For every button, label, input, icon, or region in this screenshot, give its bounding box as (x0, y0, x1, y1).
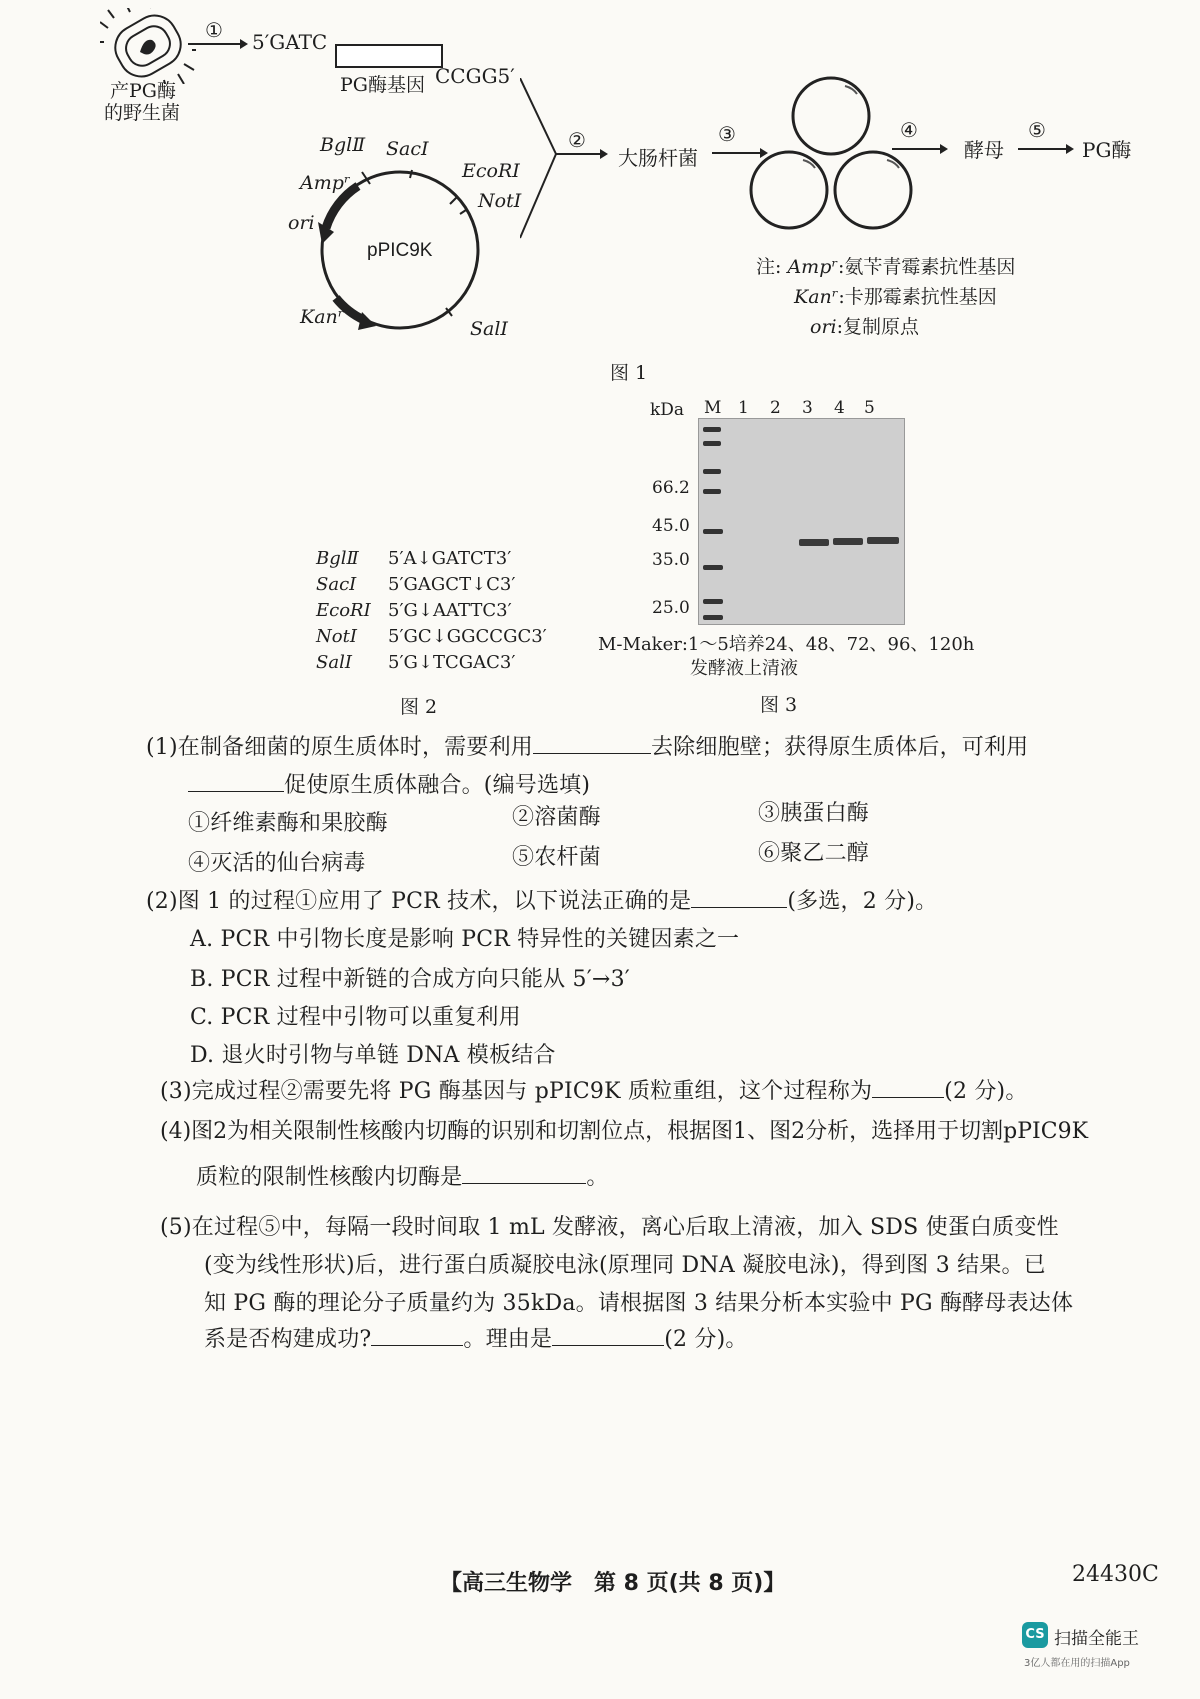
lane-label: 4 (834, 398, 845, 418)
figure-3-caption: 图 3 (760, 694, 798, 716)
marker-band (703, 427, 721, 432)
scanner-tagline: 3亿人都在用的扫描App (1024, 1658, 1130, 1669)
answer-blank[interactable] (872, 1077, 944, 1098)
yeast-label: 酵母 (964, 138, 1004, 162)
answer-blank[interactable] (188, 771, 284, 792)
sample-band-lane5 (867, 537, 899, 544)
product-label: PG酶 (1082, 138, 1132, 162)
q5-line2: (变为线性形状)后，进行蛋白质凝胶电泳(原理同 DNA 凝胶电泳)，得到图 3 结果。已 (204, 1253, 1046, 1278)
arrow-step5 (1018, 142, 1074, 156)
q2-choice-b: B. PCR 过程中新链的合成方向只能从 5′→3′ (190, 967, 630, 992)
q4-line2: 质粒的限制性核酸内切酶是 。 (196, 1165, 609, 1190)
page-footer: 【高三生物学 第 8 页(共 8 页)】 (440, 1571, 786, 1596)
q4-line1: (4)图2为相关限制性核酸内切酶的识别和切割位点，根据图1、图2分析，选择用于切割pPIC9K (160, 1119, 1088, 1144)
enzyme-row: NotⅠ 5′GC↓GGCCGC3′ (316, 626, 547, 647)
scanner-name: 扫描全能王 (1054, 1629, 1139, 1649)
answer-blank[interactable] (552, 1325, 664, 1346)
note-line-2: Kanʳ:卡那霉素抗性基因 (794, 286, 997, 308)
answer-blank[interactable] (462, 1163, 586, 1184)
sample-band-lane3 (799, 539, 829, 546)
scanner-logo-icon: CS (1022, 1622, 1048, 1648)
enzyme-row: SalⅠ 5′G↓TCGAC3′ (316, 652, 516, 673)
q1-option: ②溶菌酶 (512, 805, 601, 830)
q1-line1: (1)在制备细菌的原生质体时，需要利用 去除细胞壁；获得原生质体后，可利用 (146, 735, 1029, 760)
q2-choice-c: C. PCR 过程中引物可以重复利用 (190, 1005, 521, 1030)
step5-label: ⑤ (1028, 118, 1046, 142)
wild-bacterium-icon (100, 8, 196, 84)
plasmid-name: pPIC9K (367, 240, 433, 261)
gene-kanr: Kanʳ (300, 306, 345, 328)
gel-legend-line2: 发酵液上清液 (690, 658, 798, 679)
marker-band (703, 441, 721, 446)
marker-value: 45.0 (652, 516, 690, 536)
lane-label: 5 (864, 398, 875, 418)
q1-option: ⑤农杆菌 (512, 845, 601, 870)
marker-band (703, 529, 723, 534)
site-noti: NotⅠ (478, 190, 522, 212)
figure-2-caption: 图 2 (400, 696, 438, 718)
gel-legend-line1: M-Maker:1～5培养24、48、72、96、120h (598, 634, 975, 655)
marker-band (703, 599, 723, 604)
wild-strain-label-1: 产PG酶 (110, 80, 176, 102)
lane-label: 1 (738, 398, 749, 418)
q3: (3)完成过程②需要先将 PG 酶基因与 pPIC9K 质粒重组，这个过程称为 (2 分)。 (160, 1079, 1028, 1104)
q5-line4: 系是否构建成功? 。理由是 (2 分)。 (204, 1327, 748, 1352)
arrow-step4 (892, 142, 948, 156)
gene-5end: 5′GATC (252, 30, 328, 54)
enzyme-row: SacⅠ 5′GAGCT↓C3′ (316, 574, 516, 595)
step2-label: ② (568, 128, 586, 152)
q1-option: ④灭活的仙台病毒 (188, 851, 366, 876)
scanner-watermark (1022, 1622, 1172, 1682)
site-ecori: EcoRⅠ (462, 160, 520, 182)
marker-value: 66.2 (652, 478, 690, 498)
pg-gene-label: PG酶基因 (340, 74, 425, 96)
site-sali: SalⅠ (470, 318, 508, 340)
gel-image (698, 418, 905, 625)
lane-label: 3 (802, 398, 813, 418)
gel-unit: kDa (650, 400, 685, 420)
answer-blank[interactable] (371, 1325, 463, 1346)
enzyme-row: BglⅡ 5′A↓GATCT3′ (316, 548, 512, 569)
pg-gene-box (335, 44, 443, 68)
ecoli-label: 大肠杆菌 (618, 146, 698, 170)
marker-band (703, 615, 723, 620)
marker-band (703, 489, 721, 494)
marker-value: 25.0 (652, 598, 690, 618)
q5-line1: (5)在过程⑤中，每隔一段时间取 1 mL 发酵液，离心后取上清液，加入 SDS 使蛋白质变性 (160, 1215, 1059, 1240)
step1-label: ① (205, 18, 223, 42)
q5-line3: 知 PG 酶的理论分子质量约为 35kDa。请根据图 3 结果分析本实验中 PG 酶酵母表达体 (204, 1291, 1074, 1316)
merge-arrow (520, 78, 610, 258)
figure-1-caption: 图 1 (610, 362, 648, 384)
marker-band (703, 565, 723, 570)
lane-label: M (704, 398, 722, 418)
site-bglii: BglⅡ (320, 134, 366, 156)
step3-label: ③ (718, 122, 736, 146)
enzyme-row: EcoRⅠ 5′G↓AATTC3′ (316, 600, 512, 621)
q2-stem: (2)图 1 的过程①应用了 PCR 技术，以下说法正确的是 (多选，2 分)。 (146, 889, 938, 914)
step4-label: ④ (900, 118, 918, 142)
q1-option: ⑥聚乙二醇 (758, 841, 870, 866)
marker-value: 35.0 (652, 550, 690, 570)
gene-ampr: Ampʳ (300, 172, 351, 194)
q1-option: ③胰蛋白酶 (758, 801, 870, 826)
note-line-3: ori:复制原点 (810, 316, 920, 338)
marker-band (703, 469, 721, 474)
wild-strain-label-2: 的野生菌 (104, 102, 181, 124)
sample-band-lane4 (833, 538, 863, 545)
q2-choice-d: D. 退火时引物与单链 DNA 模板结合 (190, 1043, 556, 1068)
q2-choice-a: A. PCR 中引物长度是影响 PCR 特异性的关键因素之一 (190, 927, 740, 952)
exam-code: 24430C (1072, 1562, 1159, 1587)
note-line-1: 注: Ampʳ:氨苄青霉素抗性基因 (756, 256, 1016, 278)
lane-label: 2 (770, 398, 781, 418)
gene-3end: CCGG5′ (435, 64, 515, 88)
ecoli-cells (745, 76, 915, 236)
site-saci: SacⅠ (386, 138, 429, 160)
q1-line2: 促使原生质体融合。(编号选填) (188, 768, 590, 799)
gene-ori: ori (288, 212, 315, 234)
answer-blank[interactable] (691, 887, 787, 908)
answer-blank[interactable] (533, 733, 651, 754)
q1-option: ①纤维素酶和果胶酶 (188, 811, 388, 836)
